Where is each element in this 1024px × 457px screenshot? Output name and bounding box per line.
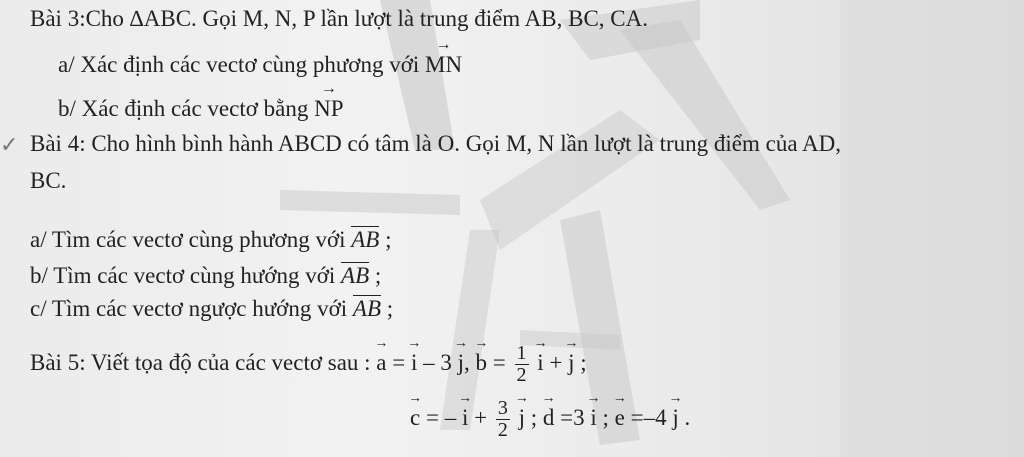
vector-j: → j [564,335,579,375]
vector-j: → j [453,335,468,375]
bai5-title: Bài 5: Viết tọa độ của các vectơ sau : [30,349,371,375]
vector-AB: AB [341,263,370,288]
vector-MN: → MN [425,36,463,77]
vector-i: → i [533,335,548,375]
bai4-title-line2: BC. [30,168,67,193]
pencil-stroke-5 [280,190,460,215]
vector-j: → j [668,390,683,430]
vector-e: → e [612,390,627,430]
bai4-title-line1: Bài 4: Cho hình bình hành ABCD có tâm là O. Gọi M, N lần lượt là trung điểm của AD, [30,131,842,156]
vector-NP: → NP [314,80,344,121]
vector-i: → i [458,390,473,430]
bai3-title: Bài 3:Cho ∆ABC. Gọi M, N, P lần lượt là trung điểm AB, BC, CA. [30,6,648,31]
vector-AB: AB [352,296,381,321]
vector-d: → d [541,390,556,430]
vector-a: → a [374,335,389,375]
vector-i: → i [407,335,422,375]
vector-b: → b [474,335,489,375]
fraction-1-2: $\frac{1}{2}$ [516,342,527,386]
pencil-stroke-3 [620,20,790,210]
fraction-3-2: $\frac{3}{2}$ [497,397,508,441]
vector-c: → c [408,390,423,430]
vector-i: → i [586,390,601,430]
vector-AB: AB [351,227,380,252]
bai4-c: c/ Tìm các vectơ ngược hướng với AB ; [30,296,394,321]
vector-j: → j [514,390,529,430]
bai5-line2: → c = – → i + $\frac{3}{2}$ → j ; → d =3 → i ; → e =–4 → j . [408,390,691,441]
bai4-b: b/ Tìm các vectơ cùng hướng với AB ; [30,263,382,288]
bai3-a: a/ Xác định các vectơ cùng phương với → MN [58,36,463,77]
faded-bleed-through [840,0,1024,457]
bai3-b: b/ Xác định các vectơ bằng → NP [58,80,344,121]
bai5-line1: Bài 5: Viết tọa độ của các vectơ sau : → a = → i – 3 → j, → b = $\frac{1}{2}$ → i + → j ; [30,335,587,386]
check-mark-icon: ✓ [0,132,19,157]
bai4-a: a/ Tìm các vectơ cùng phương với AB ; [30,227,392,252]
